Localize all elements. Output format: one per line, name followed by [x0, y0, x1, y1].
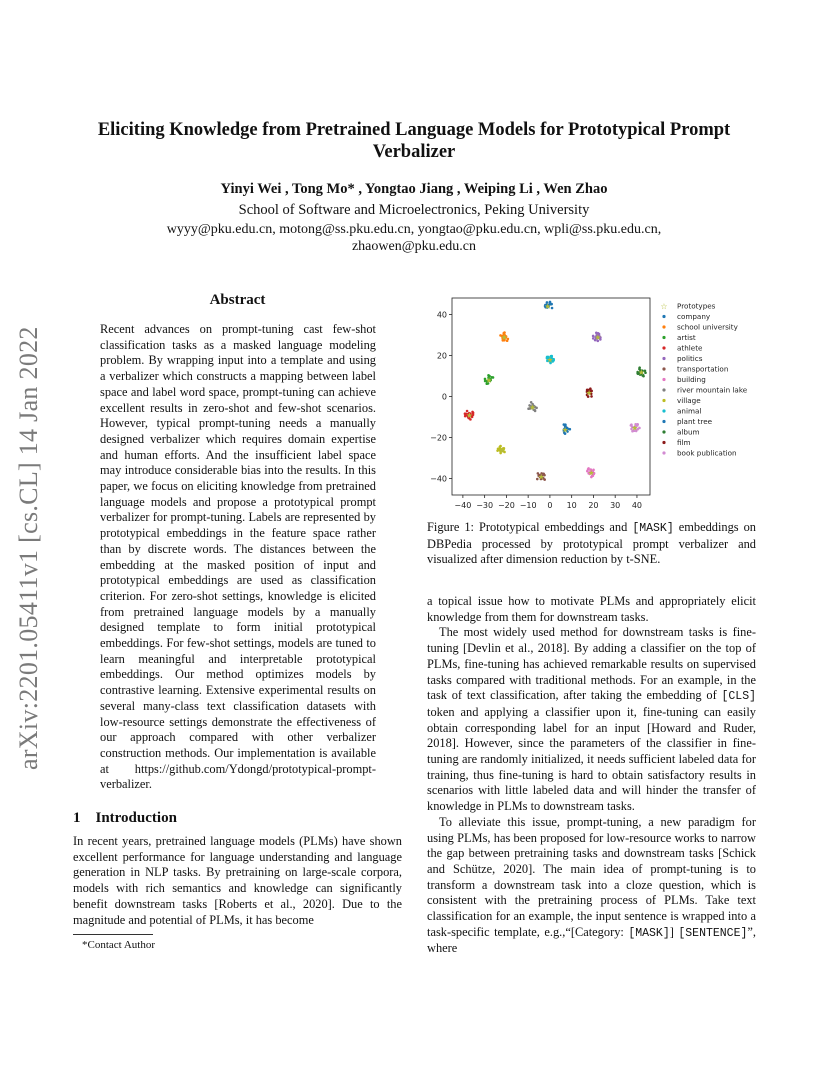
para3-text-mid: ]	[669, 924, 679, 939]
section-number: 1	[73, 810, 81, 826]
legend-label: transportation	[677, 364, 729, 374]
legend-label: animal	[677, 406, 702, 416]
prototype-star: ★	[561, 425, 569, 435]
legend-marker	[662, 315, 665, 318]
title-line-1: Eliciting Knowledge from Pretrained Language Models for Prototypical Prompt	[97, 120, 731, 140]
y-tick-label: −40	[430, 474, 447, 484]
mask-token: [MASK]	[628, 926, 670, 940]
figure-caption	[427, 520, 756, 568]
legend-label: plant tree	[677, 417, 713, 427]
right-paragraph-2	[427, 625, 756, 814]
prototype-star: ★	[631, 423, 639, 433]
legend-label: book publication	[677, 448, 737, 458]
legend-marker	[662, 346, 665, 349]
paper-title	[60, 119, 768, 163]
prototype-star: ★	[465, 410, 473, 420]
para2-text-b: token and applying a classifier upon it, fine-tuning can easily obtain corresponding label for an input [Howard and Ruder, 2018]. However, since the parameters of the classifier in fine-tuning are randomly initialized, it needs sufficient labeled data for training, thus fine-tuning is hard to obtain satisfactory results in scenarios with little labeled data and will hinder the transfer of knowledge in PLMs to downstream tasks.	[427, 704, 756, 814]
affiliation: School of Software and Microelectronics, Peking University	[238, 202, 590, 218]
title-line-2: Verbalizer	[372, 142, 456, 162]
legend-marker	[662, 409, 665, 412]
legend-label: village	[677, 396, 701, 406]
cls-token: [CLS]	[721, 690, 756, 704]
caption-text-end: embeddings on DBPedia processed by prototypical prompt verbalizer and visualized after dimension reduction by t-SNE.	[427, 520, 756, 567]
prototype-star: ★	[585, 388, 593, 398]
y-tick-label: 40	[436, 310, 447, 320]
right-paragraph-1: a topical issue how to motivate PLMs and appropriately elicit knowledge from them for downstream tasks.	[427, 594, 756, 624]
x-tick-label: −10	[519, 501, 537, 510]
legend-marker	[662, 357, 665, 360]
authors: Yinyi Wei , Tong Mo* , Yongtao Jiang , Weiping Li , Wen Zhao	[220, 181, 608, 197]
prototype-star: ★	[587, 468, 595, 478]
para3-text-a: To alleviate this issue, prompt-tuning, a new paradigm for using PLMs, has been proposed for low-resource works to narrow the gap between pretraining tasks and downstream tasks [Schick and Schütze, 2020]. The main idea of prompt-tuning is to transform a downstream task into a cloze question, which is consistent with the pretraining process of PLMs. Take text classification for an example, the input sentence is wrapped into a task-specific template, e.g.,“[Category:	[427, 814, 756, 939]
legend-label: album	[677, 427, 700, 437]
legend-marker	[662, 430, 665, 433]
legend-marker	[662, 388, 665, 391]
y-tick-label: 0	[441, 392, 447, 402]
legend-marker	[662, 367, 665, 370]
legend-label: artist	[677, 333, 696, 343]
abstract-heading: Abstract	[209, 292, 266, 308]
footnote-rule	[73, 934, 153, 935]
y-tick-label: 20	[436, 351, 447, 361]
legend-label: politics	[677, 354, 703, 364]
para2-text-a: The most widely used method for downstream tasks is fine-tuning [Devlin et al., 2018]. By adding a classifier on the top of PLMs, fine-tuning has achieved remarkable results on supervised tasks compared with traditional methods. For an example, in the task of text classification, after taking the embedding of	[427, 625, 756, 703]
x-tick-label: 40	[631, 501, 643, 510]
intro-paragraph: In recent years, pretrained language models (PLMs) have shown excellent performance for language understanding and language generation in NLP tasks. By pretraining on large-scale corpora, models with rich semantics and knowledge can significantly benefit downstream tasks [Roberts et al., 2020]. Due to the magnitude and potential of PLMs, it has become	[73, 834, 402, 927]
caption-text: Figure 1: Prototypical embeddings and	[427, 520, 633, 534]
x-tick-label: 20	[588, 501, 599, 510]
prototype-star: ★	[544, 302, 552, 312]
embedding-point	[638, 427, 641, 430]
data-points	[464, 301, 647, 482]
legend-star-marker: ☆	[660, 302, 668, 311]
x-tick-label: −30	[476, 501, 494, 510]
section-heading	[73, 810, 177, 827]
para3-text-c: ”, where	[427, 924, 756, 956]
legend-label: Prototypes	[677, 301, 716, 311]
intro-column	[73, 834, 402, 928]
footnote: *Contact Author	[82, 939, 156, 951]
x-tick-label: 10	[566, 501, 577, 510]
x-tick-label: −40	[454, 501, 472, 510]
emails	[60, 221, 768, 255]
y-axis-ticks	[430, 310, 452, 483]
section-title: Introduction	[95, 810, 177, 826]
legend-marker	[662, 378, 665, 381]
right-column	[427, 594, 756, 957]
legend-marker	[662, 451, 665, 454]
legend-marker	[662, 325, 665, 328]
sentence-token: [SENTENCE]	[678, 926, 748, 940]
legend-marker	[662, 399, 665, 402]
legend-marker	[662, 420, 665, 423]
prototype-star: ★	[500, 332, 508, 342]
prototype-star: ★	[637, 367, 645, 377]
legend-label: school university	[677, 322, 738, 332]
legend-marker	[662, 441, 665, 444]
legend-label: building	[677, 375, 706, 385]
emails-line-2: zhaowen@pku.edu.cn	[351, 239, 477, 254]
legend-label: athlete	[677, 343, 703, 353]
abstract-text: Recent advances on prompt-tuning cast few-shot classification tasks as a masked language modeling problem. By wrapping input into a template and using a verbalizer which constructs a mapping between label space and label word space, prompt-tuning can achieve excellent results in zero-shot and few-shot scenarios. However, typical prompt-tuning needs a manually designed verbalizer which requires domain expertise and human efforts. And the insufficient label space may introduce considerable bias into the results. In this paper, we focus on eliciting knowledge from pretrained language models and propose a prototypical prompt verbalizer for prompt-tuning. Labels are represented by prototypical embeddings in the feature space rather than by discrete words. The distances between the embedding at the masked position of input and prototypical embeddings are used as classification criterion. For zero-shot settings, knowledge is elicited from pretrained language models by a manually designed template to form initial prototypical embeddings. For few-shot settings, models are tuned to learn meaningful and interpretable prototypical embeddings. Our method optimizes models by contrastive learning. Extensive experimental results on several many-class text classification datasets with low-resource settings demonstrate the effectiveness of our approach compared with other verbalizer construction methods. Our implementation is available at https://github.com/Ydongd/prototypical-prompt-verbalizer.	[100, 322, 376, 792]
legend-label: film	[677, 438, 691, 448]
legend-label: company	[677, 312, 711, 322]
right-paragraph-3	[427, 815, 756, 957]
chart-legend	[660, 302, 747, 458]
prototype-star: ★	[546, 355, 554, 365]
arxiv-watermark: arXiv:2201.05411v1 [cs.CL] 14 Jan 2022	[14, 326, 43, 770]
plot-frame	[452, 298, 650, 495]
caption-mask-token: [MASK]	[632, 522, 674, 535]
x-axis-ticks	[454, 495, 642, 510]
x-tick-label: 30	[610, 501, 621, 510]
prototype-star: ★	[528, 402, 537, 412]
prototype-star: ★	[485, 376, 493, 386]
legend-marker	[662, 336, 665, 339]
prototype-star: ★	[537, 472, 545, 482]
emails-line-1: wyyy@pku.edu.cn, motong@ss.pku.edu.cn, yongtao@pku.edu.cn, wpli@ss.pku.edu.cn,	[166, 222, 662, 237]
y-tick-label: −20	[430, 433, 447, 443]
legend-label: river mountain lake	[677, 385, 748, 395]
tsne-scatter-chart	[425, 293, 760, 515]
x-tick-label: −20	[497, 501, 515, 510]
prototype-star: ★	[498, 445, 506, 455]
prototype-star: ★	[594, 332, 602, 342]
x-tick-label: 0	[547, 501, 553, 510]
